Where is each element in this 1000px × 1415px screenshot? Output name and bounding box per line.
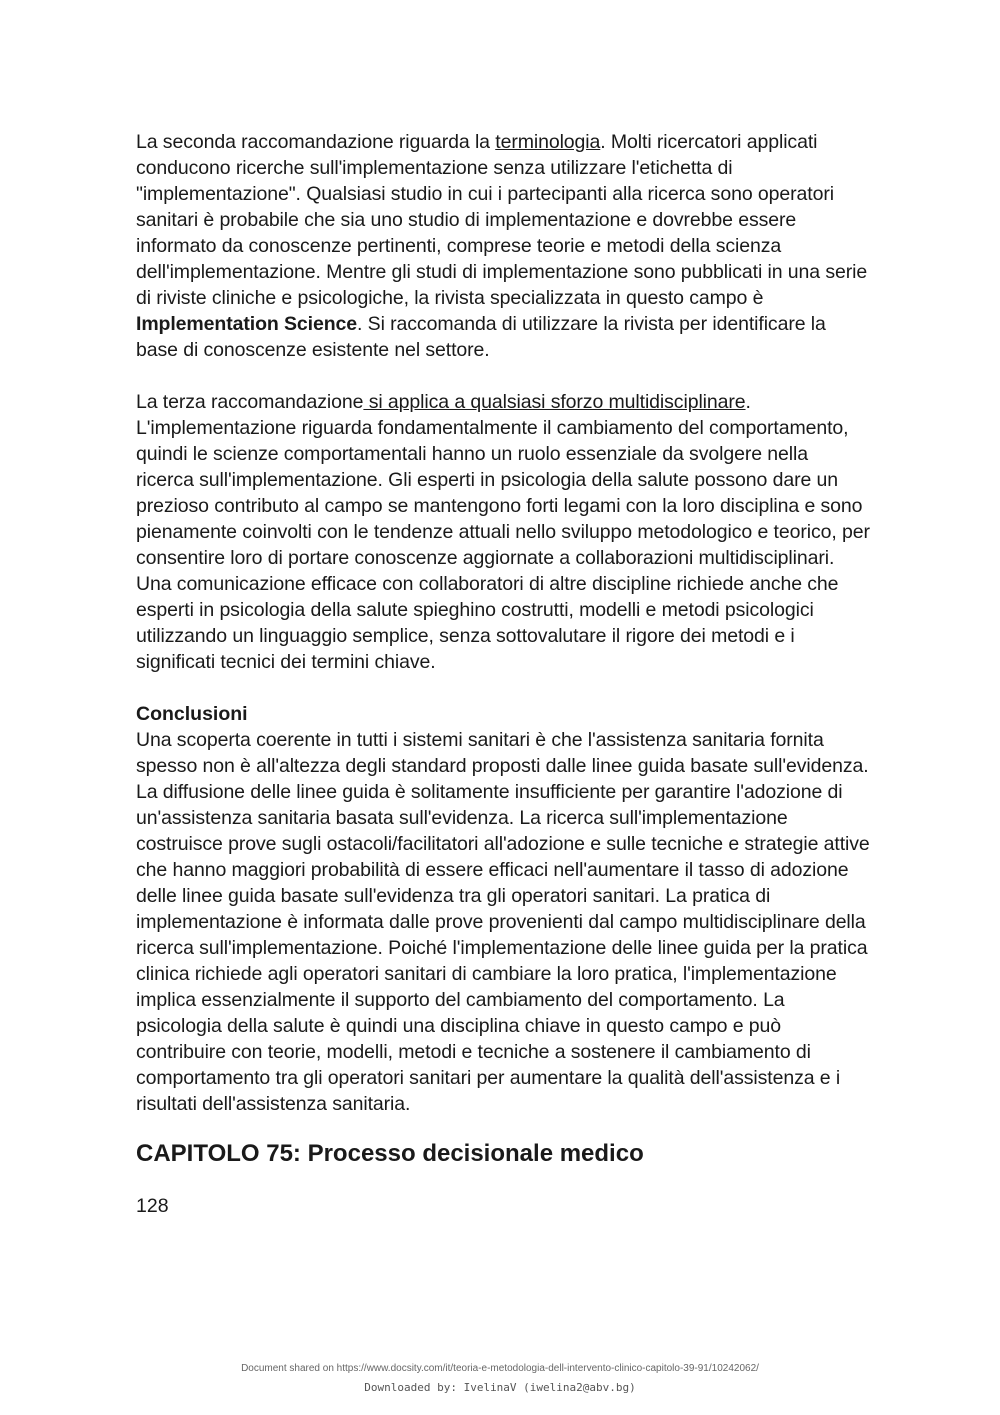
multidisciplinary-link[interactable]: si applica a qualsiasi sforzo multidisciplinare xyxy=(363,391,746,413)
para1-text-3: . Si raccomanda di utilizzare la rivista per identificare la base di conoscenze esistente nel settore. xyxy=(136,313,826,361)
terminology-link[interactable]: terminologia xyxy=(495,131,601,153)
document-page xyxy=(136,129,871,1219)
footer-shared-url: Document shared on https://www.docsity.com/it/teoria-e-metodologia-dell-intervento-clinico-capitolo-39-91/10242062/ xyxy=(241,1363,759,1374)
footer-downloaded-by: Downloaded by: IvelinaV (iwelina2@abv.bg) xyxy=(364,1381,636,1394)
conclusions-paragraph: Una scoperta coerente in tutti i sistemi sanitari è che l'assistenza sanitaria fornita spesso non è all'altezza degli standard proposti dalle linee guida basate sull'evidenza. La diffusione delle linee guida è solitamente insufficiente per garantire l'adozione di un'assistenza sanitaria basata sull'evidenza. La ricerca sull'implementazione costruisce prove sugli ostacoli/facilitatori all'adozione e sulle tecniche e strategie attive che hanno maggiori probabilità di essere efficaci nell'aumentare il tasso di adozione delle linee guida basate sull'evidenza tra gli operatori sanitari. La pratica di implementazione è informata dalle prove provenienti dal campo multidisciplinare della ricerca sull'implementazione. Poiché l'implementazione delle linee guida per la pratica clinica richiede agli operatori sanitari di cambiare la loro pratica, l'implementazione implica essenzialmente il supporto del cambiamento del comportamento. La psicologia della salute è quindi una disciplina chiave in questo campo e può contribuire con teorie, modelli, metodi e tecniche a sostenere il cambiamento di comportamento tra gli operatori sanitari per aumentare la qualità dell'assistenza e i risultati dell'assistenza sanitaria. xyxy=(136,729,870,1115)
chapter-title: CAPITOLO 75: Processo decisionale medico xyxy=(136,1140,644,1167)
paragraph-multidisciplinary xyxy=(136,389,871,675)
para1-text-2: . Molti ricercatori applicati conducono ricerche sull'implementazione senza utilizzare l'etichetta di "implementazione". Qualsiasi studio in cui i partecipanti alla ricerca sono operatori sanitari è probabile che sia uno studio di implementazione e dovrebbe essere informato da conoscenze pertinenti, comprese teorie e metodi della scienza dell'implementazione. Mentre gli studi di implementazione sono pubblicati in una serie di riviste cliniche e psicologiche, la rivista specializzata in questo campo è xyxy=(136,131,868,309)
conclusions-heading: Conclusioni xyxy=(136,703,248,725)
journal-name: Implementation Science xyxy=(136,313,358,335)
para2-text-1: La terza raccomandazione xyxy=(136,391,364,413)
para1-text-1: La seconda raccomandazione riguarda la xyxy=(136,131,496,153)
paragraph-terminology xyxy=(136,129,871,363)
page-number: 128 xyxy=(136,1195,169,1217)
para2-text-2: . L'implementazione riguarda fondamentalmente il cambiamento del comportamento, quindi le scienze comportamentali hanno un ruolo essenziale da svolgere nella ricerca sull'implementazione. Gli esperti in psicologia della salute possono dare un prezioso contributo al campo se mantengono forti legami con la loro disciplina e sono pienamente coinvolti con le tendenze attuali nello sviluppo metodologico e teorico, per consentire loro di portare conoscenze aggiornate a collaborazioni multidisciplinari. Una comunicazione efficace con collaboratori di altre discipline richiede anche che esperti in psicologia della salute spieghino costrutti, modelli e metodi psicologici utilizzando un linguaggio semplice, senza sottovalutare il rigore dei metodi e i significati tecnici dei termini chiave. xyxy=(136,391,870,673)
